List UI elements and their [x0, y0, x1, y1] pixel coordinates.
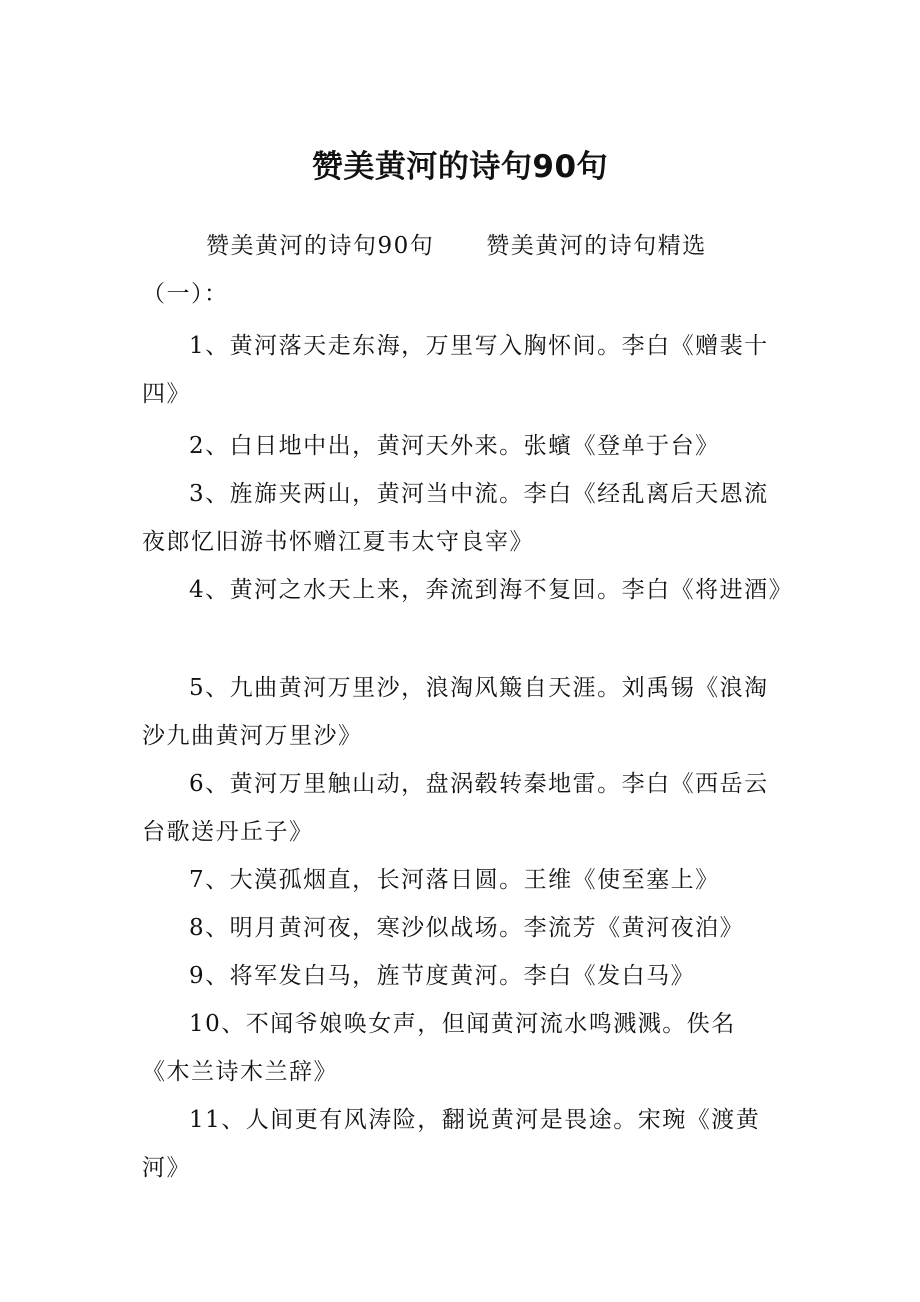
- poem-line: 6、黄河万里触山动，盘涡毂转秦地雷。李白《西岳云台歌送丹丘子》: [142, 771, 769, 845]
- poem-line: 7、大漠孤烟直，长河落日圆。王维《使至塞上》: [189, 867, 720, 893]
- poem-line: 10、不闻爷娘唤女声，但闻黄河流水鸣溅溅。佚名《木兰诗木兰辞》: [142, 1011, 736, 1085]
- poem-line: 1、黄河落天走东海，万里写入胸怀间。李白《赠裴十四》: [142, 333, 769, 407]
- poem-line: 3、旌旆夹两山，黄河当中流。李白《经乱离后天恩流夜郎忆旧游书怀赠江夏韦太守良宰》: [142, 481, 769, 555]
- poem-line: 8、明月黄河夜，寒沙似战场。李流芳《黄河夜泊》: [189, 915, 745, 941]
- poem-line: 5、九曲黄河万里沙，浪淘风簸自天涯。刘禹锡《浪淘沙九曲黄河万里沙》: [142, 675, 769, 749]
- intro-lead: 赞美黄河的诗句90句: [206, 233, 435, 259]
- document-title: 赞美黄河的诗句90句: [311, 149, 609, 185]
- intro-paragraph: [142, 222, 782, 318]
- intro-section-heading: 赞美黄河的诗句精选（一）：: [142, 233, 707, 307]
- document-body: [142, 222, 794, 1192]
- poem-line: 2、白日地中出，黄河天外来。张蠙《登单于台》: [189, 433, 720, 459]
- poem-line: 9、将军发白马，旌节度黄河。李白《发白马》: [189, 963, 696, 989]
- poem-line: 11、人间更有风涛险，翻说黄河是畏途。宋琬《渡黄河》: [142, 1107, 761, 1181]
- poem-line: 4、黄河之水天上来，奔流到海不复回。李白《将进酒》: [189, 577, 794, 603]
